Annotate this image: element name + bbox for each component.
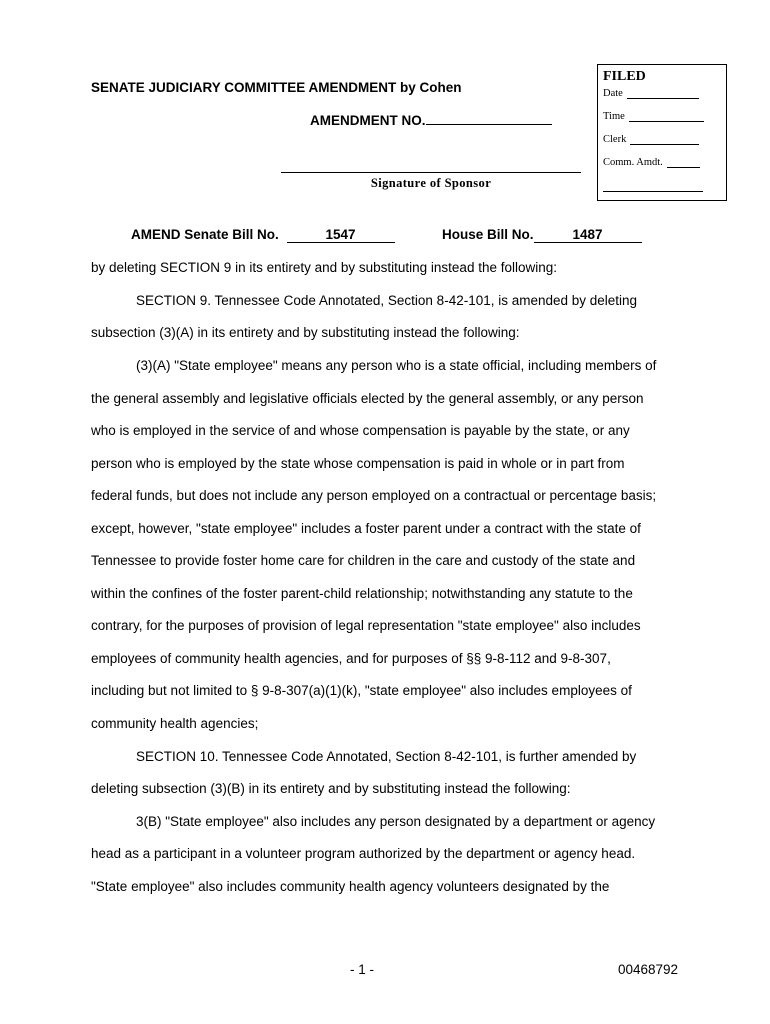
body-line: person who is employed by the state whose compensation is paid in whole or in part from xyxy=(91,456,625,471)
filed-clerk-blank xyxy=(630,135,699,145)
body-line: Tennessee to provide foster home care for children in the care and custody of the state and xyxy=(91,553,636,568)
house-bill-field xyxy=(442,227,642,243)
body-line: head as a participant in a volunteer program authorized by the department or agency head. xyxy=(91,846,636,861)
body-line: (3)(A) "State employee" means any person who is a state official, including members of xyxy=(136,358,657,373)
filed-clerk-label: Clerk xyxy=(603,134,627,145)
body-line: community health agencies; xyxy=(91,716,259,731)
filed-comm-amdt-label: Comm. Amdt. xyxy=(603,157,663,168)
amendment-title: SENATE JUDICIARY COMMITTEE AMENDMENT by Cohen xyxy=(91,80,462,95)
body-line: federal funds, but does not include any person employed on a contractual or percentage basis; xyxy=(91,488,657,503)
body-line: SECTION 9. Tennessee Code Annotated, Section 8-42-101, is amended by deleting xyxy=(136,293,638,308)
amendment-number-field xyxy=(310,112,552,128)
body-line: except, however, "state employee" includes a foster parent under a contract with the state of xyxy=(91,521,641,536)
body-line: contrary, for the purposes of provision of legal representation "state employee" also includes xyxy=(91,618,641,633)
body-line: 3(B) "State employee" also includes any person designated by a department or agency xyxy=(136,814,656,829)
filed-clerk-row xyxy=(603,134,699,145)
body-line: within the confines of the foster parent-child relationship; notwithstanding any statute to the xyxy=(91,586,633,601)
filed-date-row xyxy=(603,88,699,99)
signature-line xyxy=(281,172,581,173)
filed-comm-amdt-blank xyxy=(667,158,700,168)
document-id: 00468792 xyxy=(618,962,679,977)
body-line: by deleting SECTION 9 in its entirety and by substituting instead the following: xyxy=(91,260,558,275)
signature-label: Signature of Sponsor xyxy=(370,176,492,190)
amendment-number-blank xyxy=(426,112,552,125)
filed-date-blank xyxy=(627,89,699,99)
body-line: subsection (3)(A) in its entirety and by substituting instead the following: xyxy=(91,325,520,340)
filed-date-label: Date xyxy=(603,88,623,99)
body-line: "State employee" also includes community health agency volunteers designated by the xyxy=(91,879,610,894)
filed-extra-blank xyxy=(603,191,703,192)
house-bill-number: 1487 xyxy=(534,227,642,243)
body-line: deleting subsection (3)(B) in its entirety and by substituting instead the following: xyxy=(91,781,571,796)
body-line: employees of community health agencies, and for purposes of §§ 9-8-112 and 9-8-307, xyxy=(91,651,611,666)
body-line: the general assembly and legislative officials elected by the general assembly, or any person xyxy=(91,391,644,406)
filed-time-row xyxy=(603,111,704,122)
senate-bill-label: AMEND Senate Bill No. xyxy=(131,227,279,242)
body-line: including but not limited to § 9-8-307(a)(1)(k), "state employee" also includes employees of xyxy=(91,683,632,698)
page-number: - 1 - xyxy=(350,962,375,977)
filed-time-blank xyxy=(629,112,704,122)
body-line: SECTION 10. Tennessee Code Annotated, Section 8-42-101, is further amended by xyxy=(136,749,637,764)
filed-title: FILED xyxy=(603,69,646,84)
senate-bill-number: 1547 xyxy=(287,227,395,243)
amendment-number-label: AMENDMENT NO. xyxy=(310,113,426,128)
filed-comm-amdt-row xyxy=(603,157,700,168)
house-bill-label: House Bill No. xyxy=(442,227,534,242)
senate-bill-field xyxy=(131,227,395,243)
filed-time-label: Time xyxy=(603,111,625,122)
body-line: who is employed in the service of and whose compensation is payable by the state, or any xyxy=(91,423,630,438)
